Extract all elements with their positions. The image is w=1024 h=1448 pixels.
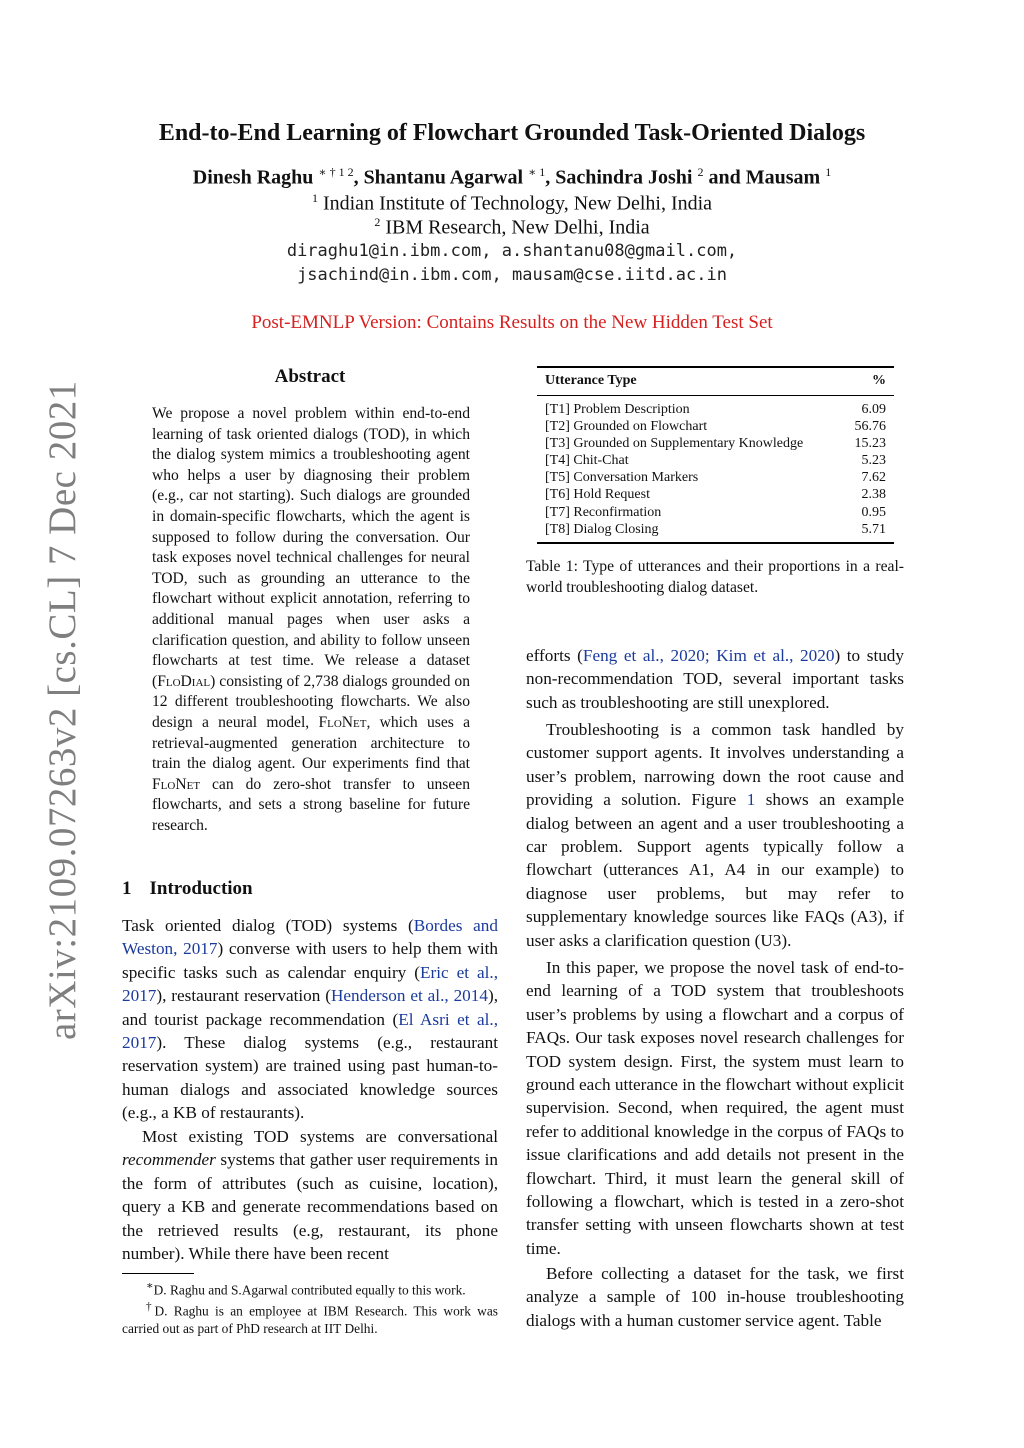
affiliation-2: $^2$ IBM Research, New Delhi, India xyxy=(374,215,650,239)
author-list: Dinesh Raghu $^{∗ \dagger 1 2}$, Shantanu Agarwal $^{∗ 1}$, Sachindra Joshi $^2$ and Mausam $^1$ xyxy=(192,165,832,189)
footnotes xyxy=(122,1278,498,1337)
footnote-1: ∗D. Raghu and S.Agarwal contributed equally to this work. xyxy=(146,1280,466,1298)
affiliation-1: $^1$ Indian Institute of Technology, New Delhi, India xyxy=(311,191,713,215)
author-emails-line-1: diraghu1@in.ibm.com, a.shantanu08@gmail.com, xyxy=(286,241,738,261)
citation-link[interactable]: Bordes and Weston, 2017 xyxy=(122,916,498,959)
intro-paragraph-2: Most existing TOD systems are conversational recommender systems that gather user requirements in the form of attributes (such as cuisine, location), query a KB and generate recommendations based on the retrieved results (e.g, restaurant, its phone number). While there have been recent xyxy=(122,1127,498,1264)
right-paragraph-1: efforts (Feng et al., 2020; Kim et al., 2020) to study non-recommendation TOD, several important tasks such as troubleshooting are still unexplored. xyxy=(526,646,904,712)
citation-link[interactable]: El Asri et al., 2017 xyxy=(122,1009,498,1053)
abstract-body: We propose a novel problem within end-to-end learning of task oriented dialogs (TOD), in which the dialog system mimics a troubleshooting agent who helps a user by diagnosing their problem (e.g., car not starting). Such dialogs are grounded in domain-specific flowcharts, which the agent is supposed to follow during the conversation. Our task exposes novel technical challenges for neural TOD, such as grounding an utterance to the flowchart without explicit annotation, referring to additional manual pages when user asks a clarification question, and ability to follow unseen flowcharts at test time. We release a dataset (FloDial) consisting of 2,738 dialogs grounded on 12 different troubleshooting flowcharts. We also design a neural model, FloNet, which uses a retrieval-augmented generation architecture to train the dialog agent. Our experiments find that FloNet can do zero-shot transfer to unseen flowcharts, and sets a strong baseline for future research. xyxy=(152,405,470,834)
author-name: Dinesh Raghu xyxy=(192,166,314,189)
right-paragraph-3: In this paper, we propose the novel task of end-to-end learning of a TOD system that troubleshoots user’s problems by using a flowchart and a corpus of FAQs. Our task exposes novel research challenges for TOD system design. First, the system must learn to ground each utterance in the flowchart without explicit supervision. Second, when required, the agent must refer to additional knowledge in the corpus of FAQs to issue clarifications and add details not present in the flowchart. Third, it must learn the general skill of following a flowchart, which is tested in a zero-shot transfer setting with unseen flowcharts shown at test time. xyxy=(526,958,904,1258)
table-row: [T6] Hold Request 2.38 xyxy=(545,487,886,503)
version-note: Post-EMNLP Version: Contains Results on the New Hidden Test Set xyxy=(251,312,773,333)
author-name: Sachindra Joshi xyxy=(555,166,693,189)
table-row: [T8] Dialog Closing 5.71 xyxy=(545,521,886,537)
paper-title: End-to-End Learning of Flowchart Grounded Task-Oriented Dialogs xyxy=(158,120,866,146)
footnote-2: †D. Raghu is an employee at IBM Research. This work was carried out as part of PhD research at IIT Delhi. xyxy=(122,1300,498,1336)
utterance-type-table xyxy=(537,366,894,544)
table-header-type: Utterance Type xyxy=(545,373,637,388)
table-row: [T5] Conversation Markers 7.62 xyxy=(545,470,886,486)
author-marks: ∗ † 1 2 xyxy=(318,165,354,179)
table-row: [T3] Grounded on Supplementary Knowledge 15.23 xyxy=(545,436,886,452)
citation-link[interactable]: Eric et al., 2017 xyxy=(122,962,498,1006)
footnote-divider xyxy=(122,1273,194,1274)
table-row: [T2] Grounded on Flowchart 56.76 xyxy=(545,419,886,435)
right-paragraph-2: Troubleshooting is a common task handled by customer support agents. It involves understanding a user’s problem, narrowing down the root cause and providing a solution. Figure 1 shows an example dialog between an agent and a user troubleshooting a car problem. Support agents typically follow a flowchart (utterances A1, A4 in our example) to diagnose user problems, but may refer to supplementary knowledge sources like FAQs (A3), if user asks a clarification question (U3). xyxy=(526,720,904,950)
abstract-heading: Abstract xyxy=(274,366,346,387)
right-paragraph-4: Before collecting a dataset for the task, we first analyze a sample of 100 in-house troubleshooting dialogs with a human customer service agent. Table xyxy=(526,1264,904,1330)
figure-reference-link[interactable]: 1 xyxy=(746,790,756,810)
table-caption: Table 1: Type of utterances and their proportions in a real-world troubleshooting dialog dataset. xyxy=(526,558,904,596)
section-heading-introduction: 1 Introduction xyxy=(122,878,253,899)
citation-link[interactable]: Henderson et al., 2014 xyxy=(330,986,488,1006)
author-marks: ∗ 1 xyxy=(528,165,546,179)
table-row: [T7] Reconfirmation 0.95 xyxy=(545,504,886,520)
author-emails-line-2: jsachind@in.ibm.com, mausam@cse.iitd.ac.in xyxy=(297,265,727,285)
table-rule-mid xyxy=(537,395,894,396)
table-rule-bottom xyxy=(537,542,894,544)
citation-link[interactable]: Feng et al., 2020; Kim et al., 2020 xyxy=(582,646,835,665)
intro-paragraph-1: Task oriented dialog (TOD) systems (Bordes and Weston, 2017) converse with users to help them with specific tasks such as calendar enquiry (Eric et al., 2017), restaurant reservation (Henderson et al., 2014), and tourist package recommendation (El Asri et al., 2017). These dialog systems (e.g., restaurant reservation system) are trained using past human-to-human dialogs and associated knowledge sources (e.g., a KB of restaurants). xyxy=(122,916,498,1123)
author-marks: 1 xyxy=(825,165,832,179)
table-row: [T1] Problem Description 6.09 xyxy=(545,402,886,417)
table-header xyxy=(537,368,894,389)
author-name: Mausam xyxy=(745,166,821,189)
table-header-percent: % xyxy=(872,373,886,388)
arxiv-sidebar-id: arXiv:2109.07263v2 [cs.CL] 7 Dec 2021 xyxy=(41,380,84,1040)
dataset-name: FloDial xyxy=(157,672,211,690)
model-name: FloNet xyxy=(152,775,201,793)
model-name: FloNet xyxy=(318,713,367,731)
author-name: Shantanu Agarwal xyxy=(363,166,524,189)
author-marks: 2 xyxy=(697,165,704,179)
table-row: [T4] Chit-Chat 5.23 xyxy=(545,453,886,469)
